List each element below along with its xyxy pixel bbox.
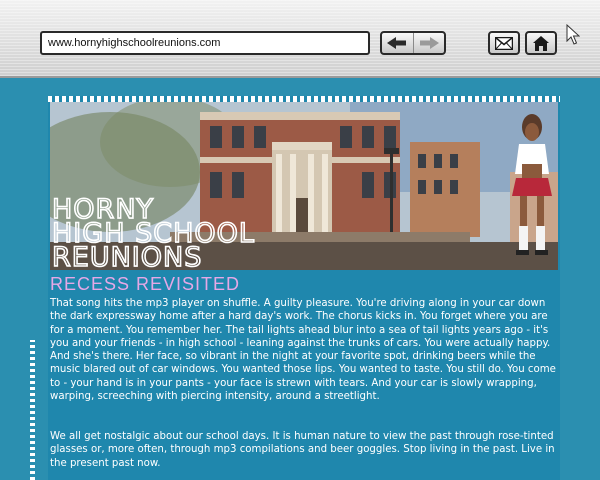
decorative-dashed-line bbox=[30, 340, 35, 480]
logo-line-2: HIGH SCHOOL bbox=[52, 218, 255, 249]
left-arrow-icon bbox=[387, 37, 407, 49]
mail-button[interactable] bbox=[488, 31, 520, 55]
site-logo bbox=[50, 194, 310, 270]
logo-line-3: REUNIONS bbox=[52, 242, 203, 270]
browser-toolbar bbox=[0, 0, 600, 78]
forward-button[interactable] bbox=[413, 33, 445, 53]
right-arrow-icon bbox=[419, 37, 439, 49]
article-heading: RECESS REVISITED bbox=[50, 274, 241, 294]
back-button[interactable] bbox=[382, 33, 413, 53]
envelope-icon bbox=[495, 37, 513, 50]
article-paragraph-1: That song hits the mp3 player on shuffle. A guilty pleasure. You're driving along in your car down the dark expressway home after a hard day's work. The chorus kicks in. You forget where you are for a moment. You remember her. The tail lights ahead blur into a sea of tail lights years ago - it's you and your friends - in high school - leaning against the trunks of cars. You were actually happy. And she's there. Her face, so vibrant in the night at your favorite spot, drinking beers while the music blared out of car windows. You wanted those lips. You wanted to taste. You still do. You come to - your hand is in your pants - your face is strewn with tears. And your car is slowly wrapping, warping, screeching with piercing intensity, around a streetlight. bbox=[50, 298, 556, 403]
article-paragraph-2: We all get nostalgic about our school days. It is human nature to view the past through rose-tinted glasses or, more often, through mp3 compilations and beer goggles. Stop living in the past. Live in the present past now. bbox=[50, 431, 555, 469]
navigation-buttons bbox=[380, 31, 446, 55]
site-banner bbox=[50, 102, 558, 270]
home-button[interactable] bbox=[525, 31, 557, 55]
logo-line-1: HORNY bbox=[52, 194, 155, 225]
mouse-cursor-icon bbox=[566, 24, 580, 46]
page-content bbox=[48, 96, 560, 480]
url-bar[interactable]: www.hornyhighschoolreunions.com bbox=[40, 31, 370, 55]
house-icon bbox=[533, 36, 549, 51]
